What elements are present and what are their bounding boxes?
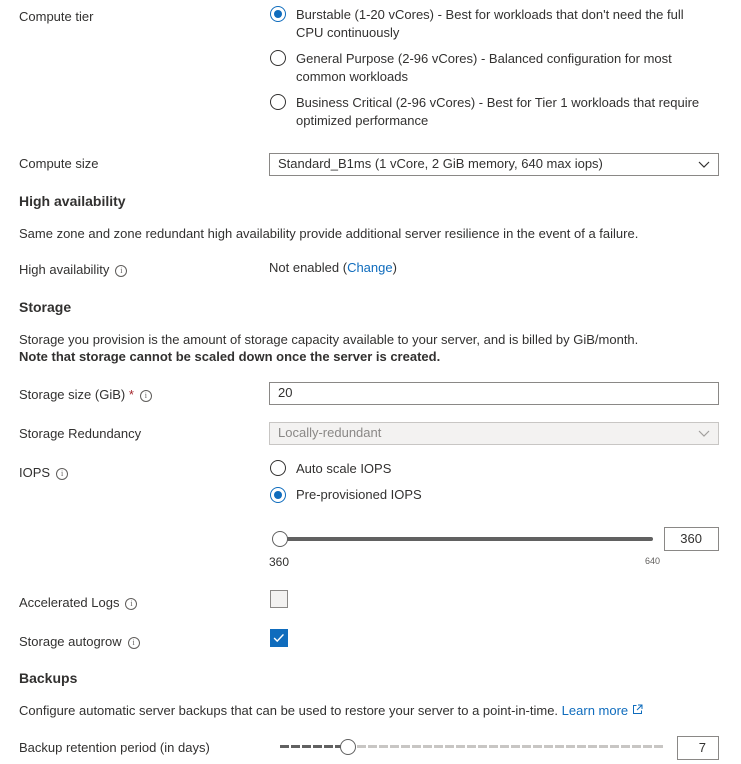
learn-more-link[interactable] bbox=[562, 703, 643, 718]
storage-note: Note that storage cannot be scaled down once the server is created. bbox=[19, 349, 441, 364]
backups-description: Configure automatic server backups that can be used to restore your server to a point-in-time. bbox=[19, 703, 559, 718]
compute-tier-option-business-critical[interactable] bbox=[296, 94, 699, 130]
high-availability-description: Same zone and zone redundant high availability provide additional server resilience in the event of a failure. bbox=[19, 226, 639, 241]
iops-slider-track[interactable] bbox=[280, 537, 653, 541]
storage-size-label: Storage size (GiB) bbox=[19, 387, 126, 402]
high-availability-status: Not enabled ( bbox=[269, 260, 348, 275]
iops-label-row bbox=[19, 465, 68, 480]
option-text-line-2: CPU continuously bbox=[296, 25, 400, 40]
backup-retention-slider-fill bbox=[280, 745, 348, 748]
backup-retention-input[interactable] bbox=[677, 736, 719, 760]
compute-size-value: Standard_B1ms (1 vCore, 2 GiB memory, 640 max iops) bbox=[278, 156, 603, 171]
required-mark: * bbox=[128, 387, 134, 402]
high-availability-value bbox=[269, 260, 397, 275]
storage-autogrow-label-row bbox=[19, 634, 140, 649]
external-link-icon bbox=[632, 704, 643, 715]
iops-radio-pre-provisioned[interactable] bbox=[270, 487, 286, 503]
backups-heading: Backups bbox=[19, 670, 78, 686]
iops-option-pre-provisioned[interactable]: Pre-provisioned IOPS bbox=[296, 487, 422, 502]
high-availability-label: High availability bbox=[19, 262, 110, 277]
info-icon[interactable]: i bbox=[56, 468, 68, 480]
backup-retention-value: 7 bbox=[698, 740, 706, 755]
info-icon[interactable]: i bbox=[125, 598, 137, 610]
compute-size-dropdown[interactable] bbox=[269, 153, 719, 176]
compute-tier-label: Compute tier bbox=[19, 9, 94, 24]
iops-label: IOPS bbox=[19, 465, 51, 480]
iops-value: 360 bbox=[680, 531, 702, 546]
iops-max-label: 640 bbox=[645, 556, 661, 566]
compute-tier-radio-burstable[interactable] bbox=[270, 6, 286, 22]
option-text-line-1: General Purpose (2-96 vCores) - Balanced configuration for most bbox=[296, 51, 672, 66]
option-text-line-2: optimized performance bbox=[296, 113, 429, 128]
chevron-down-icon bbox=[698, 159, 710, 169]
high-availability-heading: High availability bbox=[19, 193, 126, 209]
backup-retention-label: Backup retention period (in days) bbox=[19, 740, 210, 755]
compute-tier-option-burstable[interactable] bbox=[296, 6, 684, 42]
option-text-line-1: Business Critical (2-96 vCores) - Best for Tier 1 workloads that require bbox=[296, 95, 700, 110]
storage-redundancy-label: Storage Redundancy bbox=[19, 426, 142, 441]
option-text-line-2: common workloads bbox=[296, 69, 408, 84]
iops-value-input[interactable] bbox=[664, 527, 719, 551]
accelerated-logs-checkbox[interactable] bbox=[270, 590, 288, 608]
compute-size-label: Compute size bbox=[19, 156, 99, 171]
storage-autogrow-checkbox[interactable] bbox=[270, 629, 288, 647]
checkmark-icon bbox=[271, 630, 287, 646]
storage-heading: Storage bbox=[19, 299, 72, 315]
option-text-line-1: Burstable (1-20 vCores) - Best for workloads that don't need the full bbox=[296, 7, 684, 22]
storage-redundancy-dropdown[interactable] bbox=[269, 422, 719, 445]
high-availability-suffix: ) bbox=[392, 260, 397, 275]
learn-more-text: Learn more bbox=[561, 703, 629, 718]
compute-tier-option-general-purpose[interactable] bbox=[296, 50, 672, 86]
high-availability-label-row bbox=[19, 262, 127, 277]
compute-tier-radio-general-purpose[interactable] bbox=[270, 50, 286, 66]
storage-description: Storage you provision is the amount of storage capacity available to your server, and is billed by GiB/month. bbox=[19, 332, 639, 347]
storage-autogrow-label: Storage autogrow bbox=[19, 634, 122, 649]
accelerated-logs-label: Accelerated Logs bbox=[19, 595, 120, 610]
info-icon[interactable]: i bbox=[115, 265, 127, 277]
storage-size-value: 20 bbox=[278, 385, 293, 400]
storage-redundancy-value: Locally-redundant bbox=[278, 425, 382, 440]
chevron-down-icon bbox=[698, 428, 710, 438]
backup-retention-slider-thumb[interactable] bbox=[340, 739, 356, 755]
accelerated-logs-label-row bbox=[19, 595, 137, 610]
info-icon[interactable]: i bbox=[140, 390, 152, 402]
iops-option-auto-scale[interactable]: Auto scale IOPS bbox=[296, 461, 392, 476]
iops-radio-auto-scale[interactable] bbox=[270, 460, 286, 476]
backups-description-row bbox=[19, 703, 643, 718]
storage-size-input[interactable] bbox=[269, 382, 719, 405]
compute-tier-radio-business-critical[interactable] bbox=[270, 94, 286, 110]
iops-slider-thumb[interactable] bbox=[272, 531, 288, 547]
storage-size-label-row bbox=[19, 387, 152, 402]
iops-min-label: 360 bbox=[269, 555, 290, 569]
change-link[interactable]: Change bbox=[347, 260, 393, 275]
info-icon[interactable]: i bbox=[128, 637, 140, 649]
